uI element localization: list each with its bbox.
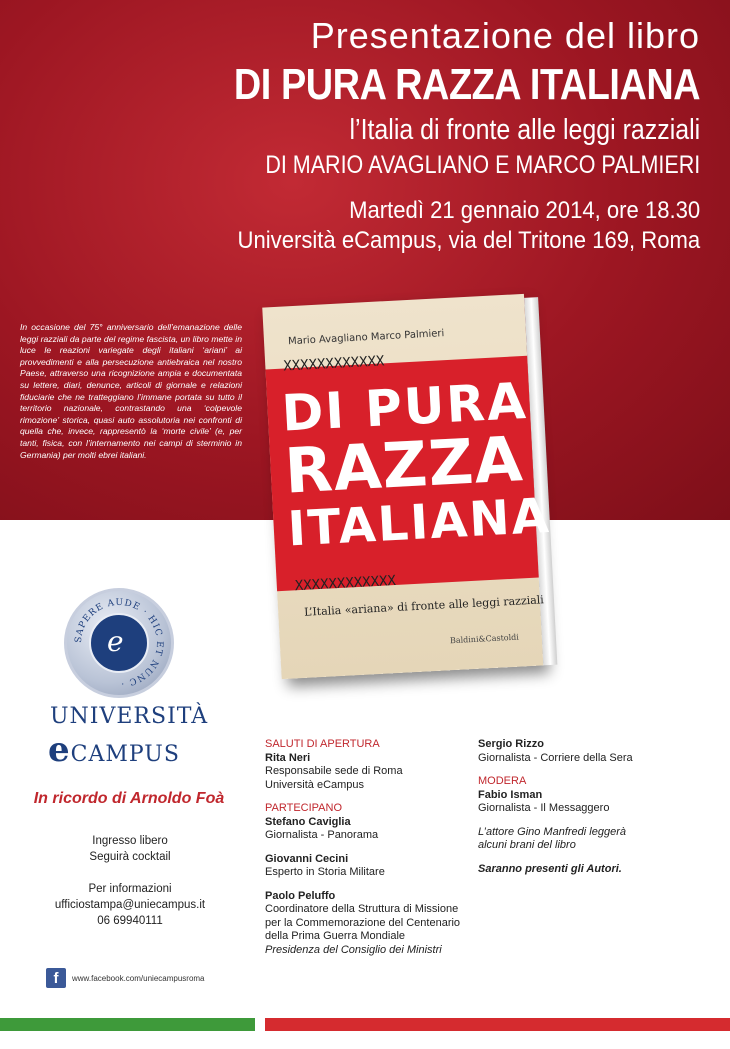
seal-e-glyph: ℯ [107,625,124,658]
authors-heading: DI MARIO AVAGLIANO E MARCO PALMIERI [265,151,700,179]
moderator-role: Giornalista - Il Messaggero [478,802,610,814]
speaker-role: Giornalista - Corriere della Sera [478,751,633,764]
seal-motto: SAPERE AUDE · HIC ET NUNC · [73,597,165,689]
facebook-link[interactable]: www.facebook.com/uniecampusroma [72,974,205,983]
event-venue: Università eCampus, via del Tritone 169, Roma [237,227,701,254]
barbed-wire-top: XXXXXXXXXXXX [282,353,385,375]
facebook-icon[interactable]: f [46,968,66,988]
speaker-role: Responsabile sede di Roma [265,765,403,777]
flag-green-bar [0,1018,255,1031]
university-name-line1: UNIVERSITÀ [50,704,209,729]
book-cover-title [280,371,552,559]
contact-phone: 06 69940111 [97,915,163,927]
event-date: Martedì 21 gennaio 2014, ore 18.30 [348,197,700,224]
speaker-role: Giornalista - Panorama [265,829,379,841]
book-cover-title-line1: DI PURA [280,371,529,443]
book-cover-subtitle: L’Italia «ariana» di fronte alle leggi razziali [303,593,545,619]
university-e-letter: e [48,730,71,770]
speaker-role: Coordinatore della Struttura di Missione [265,903,459,915]
speaker-role: Presidenza del Consiglio dei Ministri [265,943,442,956]
cocktail-info: Seguirà cocktail [89,851,171,863]
speaker-name: Stefano Caviglia [265,815,351,828]
book-title-heading: DI PURA RAZZA ITALIANA [233,60,700,109]
book-cover-image [262,293,562,687]
saluti-header: SALUTI DI APERTURA [265,738,380,750]
speaker-role: Esperto in Storia Militare [265,866,385,878]
authors-present-note: Saranno presenti gli Autori. [478,862,622,875]
university-name-line2 [48,730,180,770]
entry-info: Ingresso libero [92,835,168,847]
book-cover-authors: Mario Avagliano Marco Palmieri [287,328,445,348]
university-seal-icon [64,588,174,698]
poster-header [158,14,700,256]
book-publisher: Baldini&Castoldi [449,632,520,646]
speaker-name: Sergio Rizzo [478,738,545,750]
memorial-dedication: In ricordo di Arnoldo Foà [33,790,225,807]
intro-paragraph: In occasione del 75° anniversario dell’emanazione delle leggi razziali da parte del regime fascista, un libro mette in luce le reazioni variegate degli italiani ‘ariani’ ai provvedimenti e alla persecuzione antiebraica nel nostro Paese, attraverso una ricognizione ampia e documentata su lettere, diari, denunce, articoli di giornale e relazioni fiduciarie che ne tratteggiano l’immane portata su tutto il territorio nazionale, contrastando una ‘colpevole rimozione’ storica, quasi auto assolutoria nei confronti di quella che, invece, rappresentò la ‘morte civile’ (e, per tanti, fisica, con l’internamento nei campi di sterminio in Germania) per molti ebrei italiani. [20,322,242,460]
book-subtitle-heading: l’Italia di fronte alle leggi razziali [349,114,700,146]
seal-center [89,613,149,673]
contact-label: Per informazioni [88,883,172,895]
book-cover-title-line2: RAZZA [282,422,526,508]
actor-note: L’attore Gino Manfredi leggerà [478,825,626,838]
moderator-name: Fabio Isman [478,788,543,801]
speaker-role: per la Commemorazione del Centenario [265,916,461,929]
partecipano-header: PARTECIPANO [265,802,343,814]
speaker-name: Giovanni Cecini [265,852,349,865]
speaker-role: Università eCampus [265,778,365,791]
program-column-left [265,738,465,957]
program-column-right [478,738,698,876]
book-cover-title-line3: ITALIANA [286,487,552,558]
modera-header: MODERA [478,775,527,787]
barbed-wire-bottom: XXXXXXXXXXXX [294,572,397,595]
speaker-name: Paolo Peluffo [265,889,336,902]
flag-red-bar [265,1018,730,1031]
actor-note: alcuni brani del libro [478,839,576,851]
speaker-name: Rita Neri [265,751,311,764]
speaker-role: della Prima Guerra Mondiale [265,930,406,942]
contact-email[interactable]: ufficiostampa@uniecampus.it [54,899,206,911]
presentation-label: Presentazione del libro [310,15,700,56]
university-campus-word: CAMPUS [70,742,180,767]
